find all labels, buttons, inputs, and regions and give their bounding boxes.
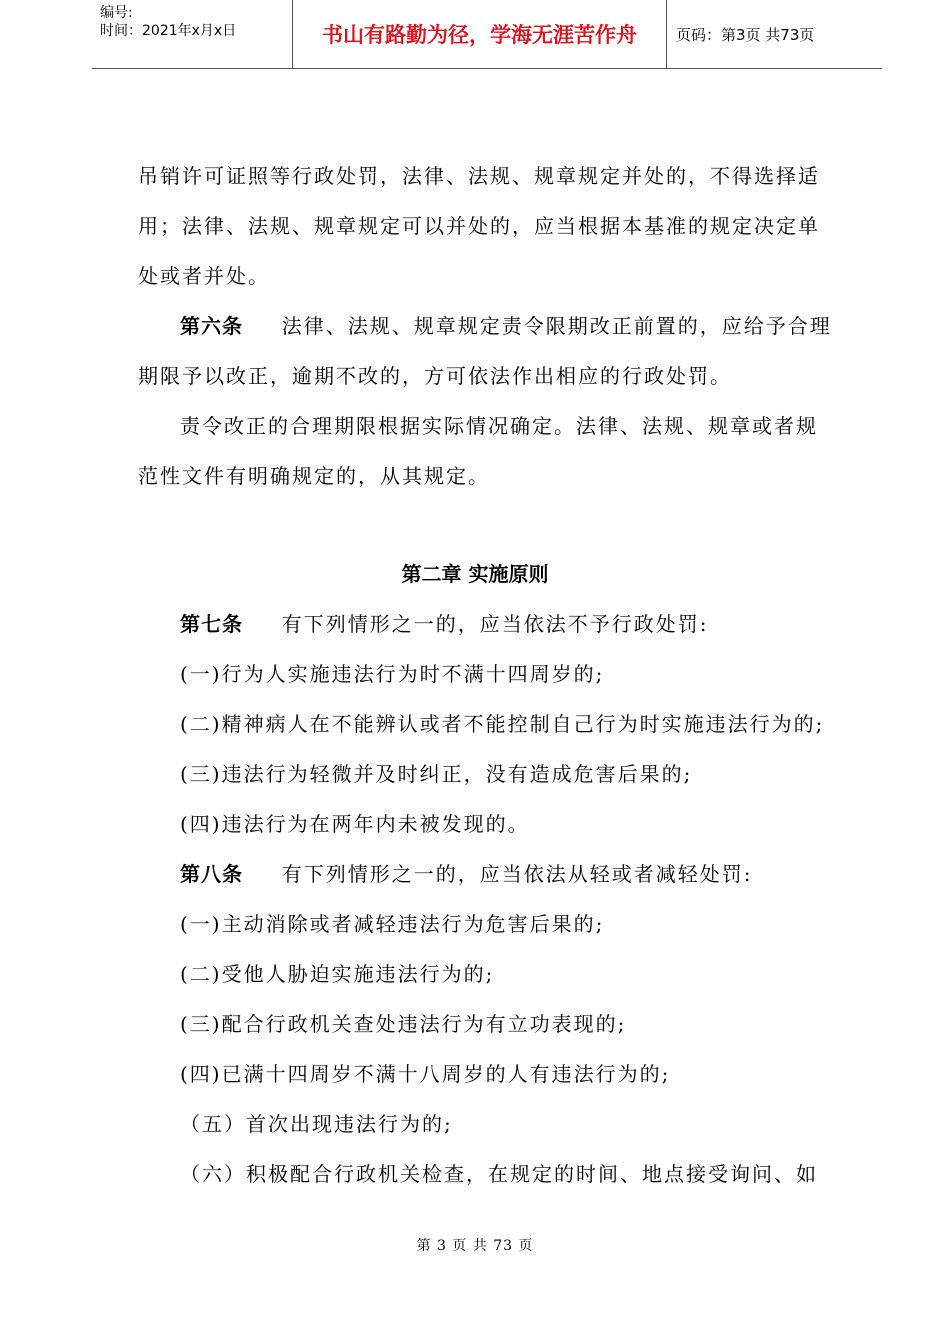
article-6-title: 第六条: [180, 314, 243, 338]
list-item: （五）首次出现违法行为的;: [180, 1112, 453, 1136]
article-8: [180, 858, 752, 887]
list-item: (四)已满十四周岁不满十八周岁的人有违法行为的;: [180, 1062, 671, 1086]
body-line: 用；法律、法规、规章规定可以并处的，应当根据本基准的规定决定单: [138, 214, 820, 238]
page-header: [92, 0, 882, 69]
header-page-label: 页码：第3页 共73页: [676, 25, 815, 44]
serial-label: 编号:: [100, 5, 133, 21]
header-meta: [100, 4, 236, 40]
list-item: (二)精神病人在不能辨认或者不能控制自己行为时实施违法行为的;: [180, 712, 825, 736]
chapter-title: 第二章 实施原则: [401, 562, 549, 586]
header-motto: 书山有路勤为径，学海无涯苦作舟: [292, 0, 667, 68]
list-item: (一)行为人实施违法行为时不满十四周岁的;: [180, 662, 605, 686]
list-item: (一)主动消除或者减轻违法行为危害后果的;: [180, 912, 605, 936]
body-line: 期限予以改正，逾期不改的，方可依法作出相应的行政处罚。: [138, 364, 732, 388]
time-label: 时间：2021年x月x日: [100, 23, 237, 39]
body-line: 范性文件有明确规定的，从其规定。: [138, 464, 490, 488]
body-line: 处或者并处。: [138, 264, 270, 288]
article-8-text: 有下列情形之一的，应当依法从轻或者减轻处罚:: [281, 862, 753, 886]
list-item: (三)配合行政机关查处违法行为有立功表现的;: [180, 1012, 627, 1036]
list-item: (二)受他人胁迫实施违法行为的;: [180, 962, 495, 986]
article-7-title: 第七条: [180, 612, 243, 636]
list-item: (四)违法行为在两年内未被发现的。: [180, 812, 530, 836]
article-6-text: 法律、法规、规章规定责令限期改正前置的，应给予合理: [281, 314, 832, 338]
page-footer: 第 3 页 共 73 页: [416, 1238, 534, 1254]
body-line: 吊销许可证照等行政处罚，法律、法规、规章规定并处的，不得选择适: [138, 164, 820, 188]
article-8-title: 第八条: [180, 862, 243, 886]
article-7: [180, 608, 708, 637]
article-7-text: 有下列情形之一的，应当依法不予行政处罚:: [281, 612, 709, 636]
list-item: （六）积极配合行政机关检查，在规定的时间、地点接受询问、如: [180, 1162, 818, 1186]
body-line: 责令改正的合理期限根据实际情况确定。法律、法规、规章或者规: [180, 414, 818, 438]
list-item: (三)违法行为轻微并及时纠正，没有造成危害后果的;: [180, 762, 693, 786]
article-6: [180, 310, 832, 339]
